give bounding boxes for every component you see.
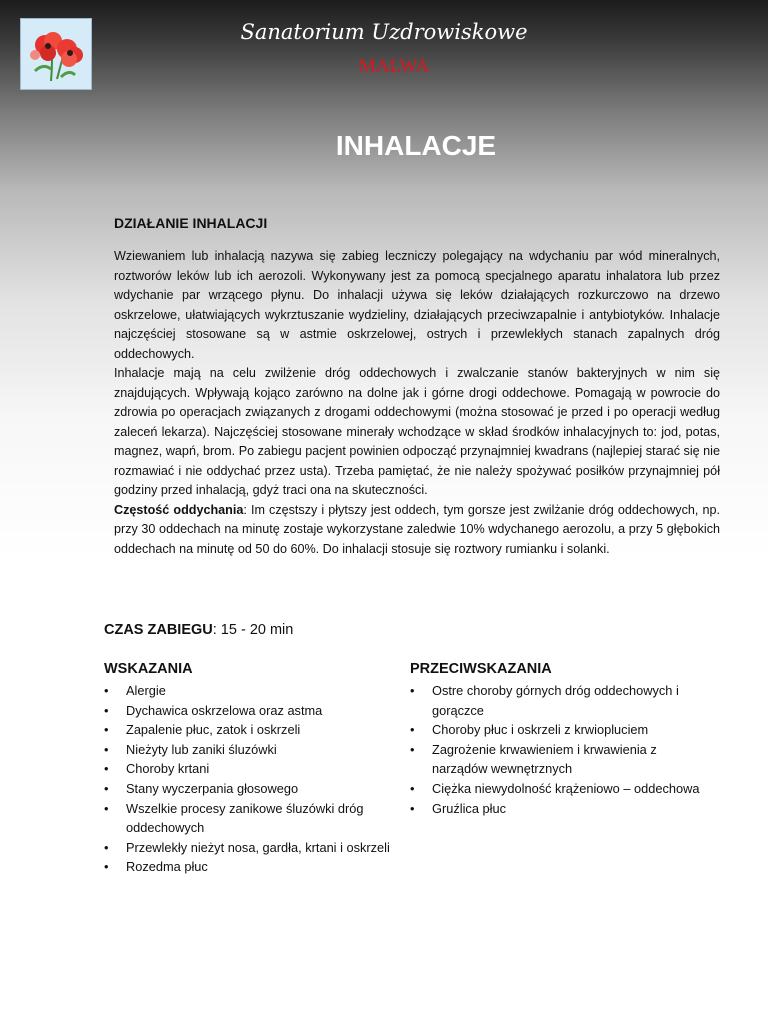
bullet-icon: • — [104, 761, 109, 777]
list-item-text: Alergie — [126, 683, 166, 698]
list-item — [104, 740, 394, 760]
brand-subtitle: MALWA — [358, 56, 430, 77]
paragraph-1: Wziewaniem lub inhalacją nazywa się zabieg leczniczy polegający na wdychaniu par wód mineralnych, roztworów leków lub ich aerozoli. Wykonywany jest za pomocą specjalnego aparatu inhalatora lub przez wdychanie par wrzącego płynu. Do inhalacji używa się leków działających rozkurczowo na drzewo oskrzelowe, ułatwiających wykrztuszanie wydzieliny, działających przeciwzapalnie i antybiotyków. Inhalacje najczęściej stosowane są w astmie oskrzelowej, ostrych i przewlekłych stanach zapalnych dróg oddechowych. — [114, 249, 720, 361]
bullet-icon: • — [104, 683, 109, 698]
list-item-text: Ostre choroby górnych dróg oddechowych i gorączce — [432, 683, 679, 718]
list-item — [410, 740, 710, 779]
bullet-icon: • — [410, 780, 415, 796]
indications-heading: WSKAZANIA — [104, 661, 193, 677]
brand-header — [0, 20, 768, 78]
bullet-icon: • — [104, 800, 109, 816]
list-item-text: Choroby krtani — [126, 761, 210, 777]
list-item-text: Przewlekły nieżyt nosa, gardła, krtani i oskrzeli — [126, 839, 390, 855]
list-item — [410, 779, 710, 799]
list-item-text: Rozedma płuc — [126, 859, 208, 875]
breathing-rate-text: : Im częstszy i płytszy jest oddech, tym gorsze jest zwilżanie dróg oddechowych, np. przy 30 oddechach na minutę zostaje wykorzystane zaledwie 10% wdychanego aerozolu, a przy 5 głębokich oddechach na minutę od 50 do 60%. Do inhalacji stosuje się roztwory rumianku i solanki. — [114, 502, 720, 556]
bullet-icon: • — [104, 839, 109, 855]
list-item — [104, 759, 394, 779]
contraindications-heading: PRZECIWSKAZANIA — [410, 661, 552, 677]
section-heading: DZIAŁANIE INHALACJI — [114, 215, 268, 231]
list-item-text: Wszelkie procesy zanikowe śluzówki dróg oddechowych — [126, 800, 364, 836]
brand-name: Sanatorium Uzdrowiskowe — [240, 20, 528, 44]
list-item — [104, 681, 394, 701]
contraindications-list — [410, 681, 710, 818]
indications-column — [104, 661, 394, 877]
list-item — [104, 720, 394, 740]
list-item — [410, 681, 710, 720]
list-item-text: Zagrożenie krwawieniem i krwawienia z narządów wewnętrznych — [432, 741, 657, 777]
bullet-icon: • — [410, 800, 415, 816]
treatment-duration — [104, 622, 293, 638]
list-item — [410, 720, 710, 740]
list-item-text: Dychawica oskrzelowa oraz astma — [126, 702, 323, 718]
bullet-icon: • — [410, 722, 415, 738]
bullet-icon: • — [410, 741, 415, 757]
bullet-icon: • — [104, 741, 109, 757]
list-item — [104, 838, 394, 858]
indications-list — [104, 681, 394, 877]
list-item — [104, 857, 394, 877]
duration-value: : 15 - 20 min — [212, 622, 294, 638]
bullet-icon: • — [104, 702, 109, 718]
bullet-icon: • — [104, 780, 109, 796]
breathing-rate-label: Częstość oddychania — [114, 502, 244, 517]
bullet-icon: • — [104, 859, 109, 875]
list-item-text: Gruźlica płuc — [432, 800, 506, 816]
list-item — [104, 779, 394, 799]
paragraph-3 — [114, 501, 720, 560]
contraindications-column — [410, 661, 710, 818]
paragraph-2: Inhalacje mają na celu zwilżenie dróg oddechowych i zwalczanie stanów bakteryjnych w nim się znajdujących. Wpływają kojąco zarówno na dolne jak i górne drogi oddechowe. Pomagają w powrocie do zdrowia po operacjach związanych z drogami oddechowymi (można stosować je przed i po operacji według zaleceń lekarza). Najczęściej stosowane minerały wchodzące w skład środków inhalacyjnych to: jod, potas, magnez, wapń, brom. Po zabiegu pacjent powinien odpocząć przynajmniej kwadrans (najlepiej starać się nie rozmawiać i nie oddychać przez usta). Trzeba pamiętać, że nie należy spożywać posiłków przynajmniej pół godziny przed inhalacją, gdyż traci ona na skuteczności. — [114, 366, 720, 497]
list-item-text: Nieżyty lub zaniki śluzówki — [126, 741, 277, 757]
list-item-text: Zapalenie płuc, zatok i oskrzeli — [126, 722, 301, 738]
bullet-icon: • — [410, 683, 415, 698]
bullet-icon: • — [104, 722, 109, 738]
duration-label: CZAS ZABIEGU — [104, 622, 213, 638]
list-item — [104, 701, 394, 721]
list-item-text: Ciężka niewydolność krążeniowo – oddechowa — [432, 780, 700, 796]
page-title: INHALACJE — [335, 130, 497, 161]
list-item-text: Stany wyczerpania głosowego — [126, 780, 299, 796]
list-item-text: Choroby płuc i oskrzeli z krwiopluciem — [432, 722, 649, 738]
list-item — [104, 799, 394, 838]
description-text — [114, 247, 720, 559]
list-item — [410, 799, 710, 819]
